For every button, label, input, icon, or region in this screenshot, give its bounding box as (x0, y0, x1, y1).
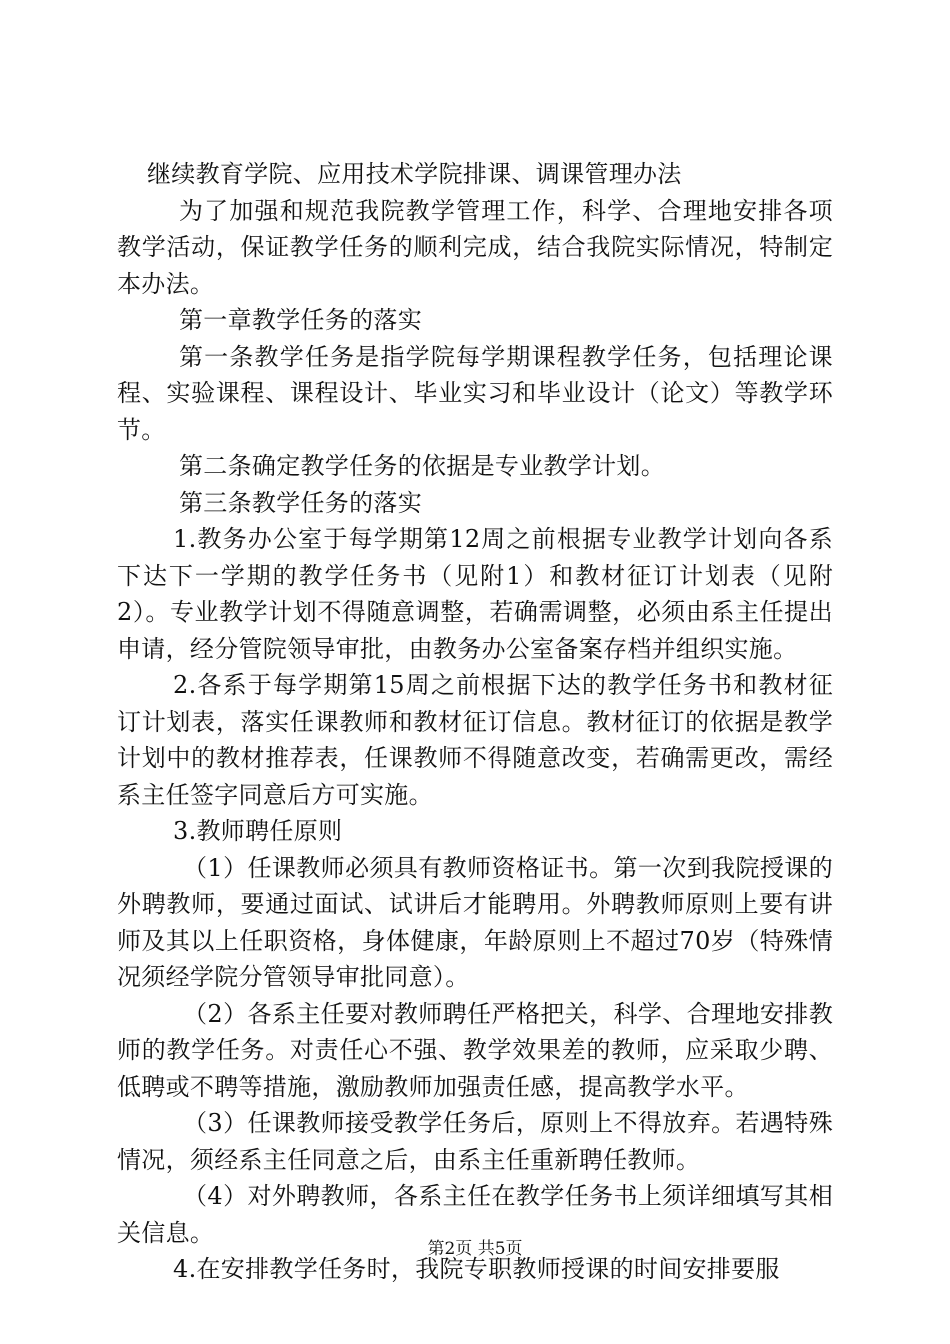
paragraph-intro: 为了加强和规范我院教学管理工作，科学、合理地安排各项教学活动，保证教学任务的顺利完成，结合我院实际情况，特制定本办法。 (117, 196, 833, 298)
page-footer (0, 1238, 950, 1260)
item-1: 1.教务办公室于每学期第12周之前根据专业教学计划向各系下达下一学期的教学任务书（见附1）和教材征订计划表（见附2）。专业教学计划不得随意调整，若确需调整，必须由系主任提出申请，经分管院领导审批，由教务办公室备案存档并组织实施。 (117, 525, 833, 663)
page-number-label: 第2页 共5页 (427, 1239, 523, 1259)
sub-item-2: （2）各系主任要对教师聘任严格把关，科学、合理地安排教师的教学任务。对责任心不强、教学效果差的教师，应采取少聘、低聘或不聘等措施，激励教师加强责任感，提高教学水平。 (117, 999, 833, 1101)
article-1: 第一条教学任务是指学院每学期课程教学任务，包括理论课程、实验课程、课程设计、毕业实习和毕业设计（论文）等教学环节。 (117, 342, 833, 444)
sub-item-4: （4）对外聘教师，各系主任在教学任务书上须详细填写其相关信息。 (117, 1182, 833, 1247)
sub-item-3: （3）任课教师接受教学任务后，原则上不得放弃。若遇特殊情况，须经系主任同意之后，由系主任重新聘任教师。 (117, 1109, 833, 1174)
item-2: 2.各系于每学期第15周之前根据下达的教学任务书和教材征订计划表，落实任课教师和教材征订信息。教材征订的依据是教学计划中的教材推荐表，任课教师不得随意改变，若确需更改，需经系主任签字同意后方可实施。 (117, 671, 833, 809)
item-4: 4.在安排教学任务时，我院专职教师授课的时间安排要服 (173, 1255, 780, 1283)
article-3-heading: 第三条教学任务的落实 (179, 488, 422, 517)
sub-item-1: （1）任课教师必须具有教师资格证书。第一次到我院授课的外聘教师，要通过面试、试讲后才能聘用。外聘教师原则上要有讲师及其以上任职资格，身体健康，年龄原则上不超过70岁（特殊情况须经学院分管领导审批同意）。 (117, 853, 833, 991)
article-2: 第二条确定教学任务的依据是专业教学计划。 (179, 452, 665, 480)
item-3-heading: 3.教师聘任原则 (173, 817, 343, 845)
document-body (117, 156, 833, 1288)
document-title: 继续教育学院、应用技术学院排课、调课管理办法 (147, 160, 682, 188)
chapter-heading: 第一章教学任务的落实 (179, 306, 422, 334)
